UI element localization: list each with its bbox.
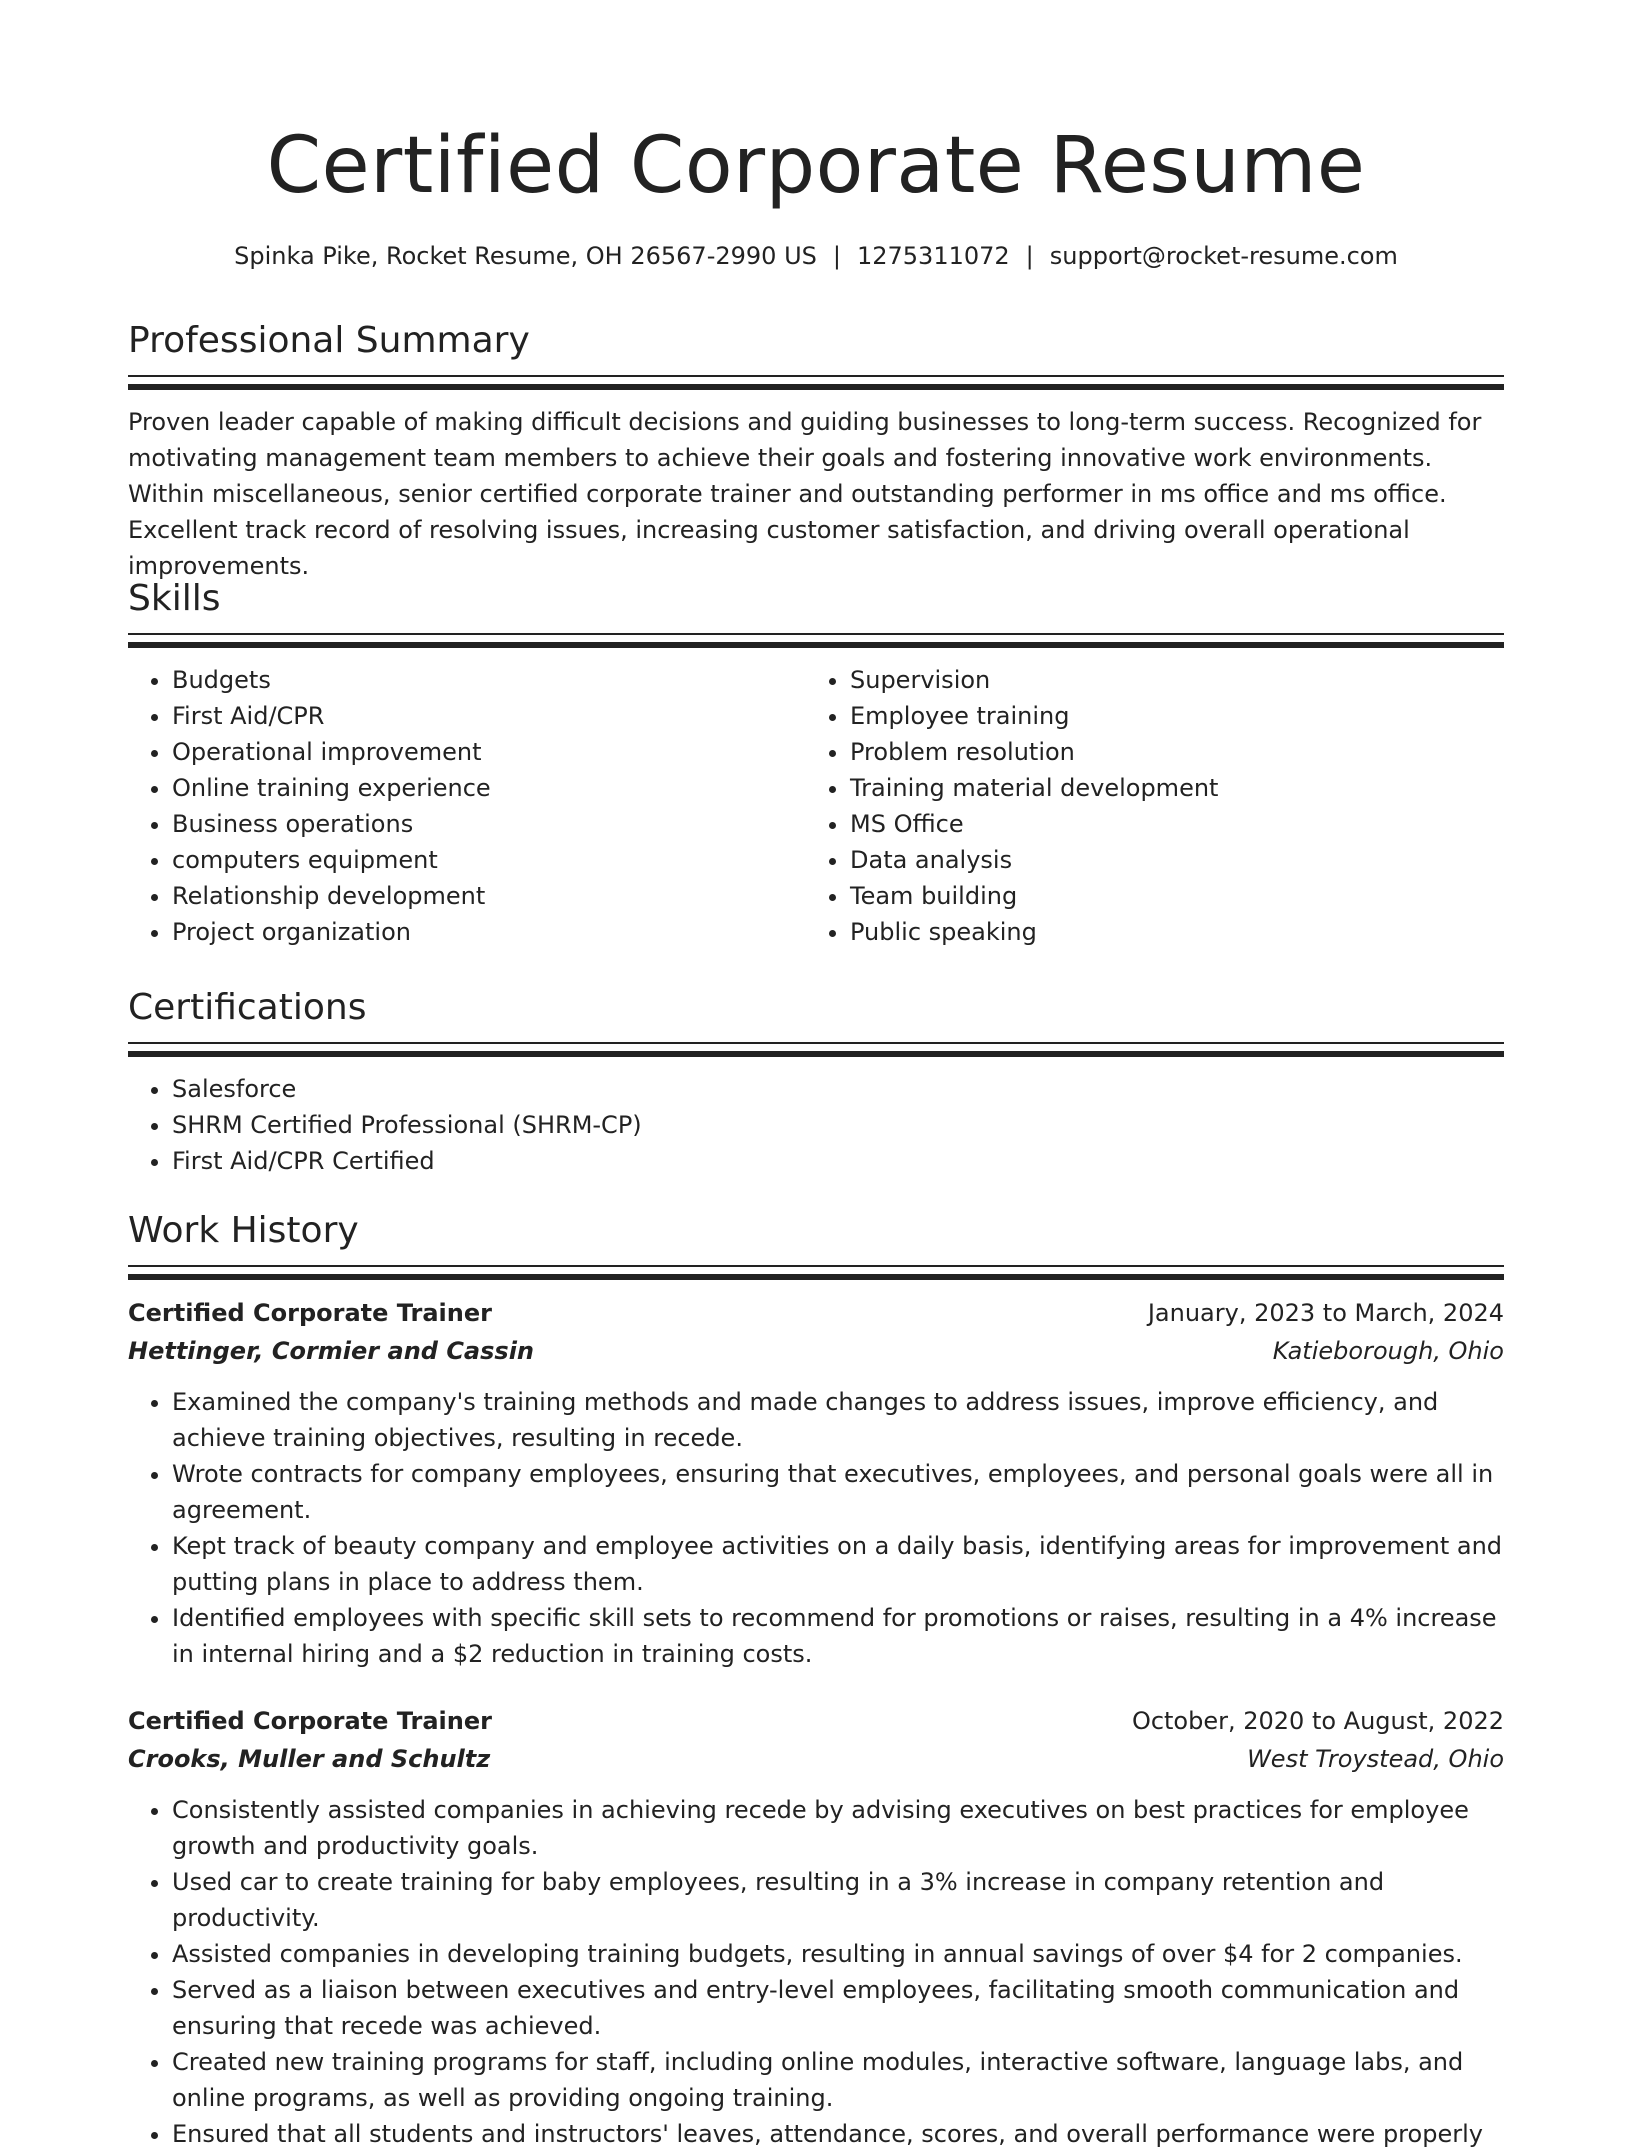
skills-columns [128,648,1504,950]
skill-item: • Data analysis [850,842,1484,878]
section-heading-work-history: Work History [128,1210,359,1251]
job-duty-item: • Served as a liaison between executives and entry-level employees, facilitating smooth communication and ensuring that recede was achieved. [172,1972,1504,2044]
job-dates: January, 2023 to March, 2024 [1147,1299,1504,1327]
job-title: Certified Corporate Trainer [128,1299,492,1327]
job-duty-item: • Used car to create training for baby employees, resulting in a 3% increase in company retention and productivity. [172,1864,1504,1936]
job-duty-item: • Ensured that all students and instructors' leaves, attendance, scores, and overall performance were properly [172,2116,1504,2152]
skill-item: • Problem resolution [850,734,1484,770]
job-duties-list [128,1792,1504,2152]
section-heading-summary: Professional Summary [128,320,530,361]
page-title: Certified Corporate Resume [266,121,1366,211]
section-divider [128,1042,1504,1057]
work-history-section [128,1207,1504,2152]
section-divider [128,375,1504,390]
contact-separator: | [832,242,841,270]
job-company: Hettinger, Cormier and Cassin [128,1337,535,1365]
skills-section [128,575,1504,950]
job-duty-item: • Created new training programs for staff, including online modules, interactive software, language labs, and online programs, as well as providing ongoing training. [172,2044,1504,2116]
job-duty-item: • Consistently assisted companies in achieving recede by advising executives on best practices for employee growth and productivity goals. [172,1792,1504,1864]
skills-list-right [806,662,1484,950]
job-header-row [128,1294,1504,1332]
certifications-list [128,1071,1504,1179]
skill-item: • Training material development [850,770,1484,806]
job-company: Crooks, Muller and Schultz [128,1745,491,1773]
certification-item: • SHRM Certified Professional (SHRM-CP) [172,1107,1504,1143]
contact-line [128,239,1504,273]
skill-item: • Team building [850,878,1484,914]
job-entry [128,1702,1504,2152]
skill-item: • Operational improvement [172,734,806,770]
skill-item: • First Aid/CPR [172,698,806,734]
certification-item: • First Aid/CPR Certified [172,1143,1504,1179]
summary-text: Proven leader capable of making difficult decisions and guiding businesses to long-term success. Recognized for motivating management team members to achieve their goals and fostering innovative work environments. Within miscellaneous, senior certified corporate trainer and outstanding performer in ms office and ms office. Excellent track record of resolving issues, increasing customer satisfaction, and driving overall operational improvements. [128,408,1482,580]
section-divider [128,633,1504,648]
skill-item: • computers equipment [172,842,806,878]
job-location: West Troystead, Ohio [1247,1745,1504,1773]
skill-item: • Business operations [172,806,806,842]
certification-item: • Salesforce [172,1071,1504,1107]
skill-item: • Relationship development [172,878,806,914]
job-duty-item: • Assisted companies in developing training budgets, resulting in annual savings of over $4 for 2 companies. [172,1936,1504,1972]
skill-item: • Employee training [850,698,1484,734]
job-subheader-row [128,1332,1504,1370]
job-location: Katieborough, Ohio [1272,1337,1504,1365]
skill-item: • Budgets [172,662,806,698]
job-dates: October, 2020 to August, 2022 [1131,1707,1504,1735]
job-header-row [128,1702,1504,1740]
contact-email: support@rocket-resume.com [1049,242,1398,270]
job-duty-item: • Examined the company's training methods and made changes to address issues, improve efficiency, and achieve training objectives, resulting in recede. [172,1384,1504,1456]
skill-item: • MS Office [850,806,1484,842]
contact-phone: 1275311072 [856,242,1010,270]
job-duty-item: • Kept track of beauty company and employee activities on a daily basis, identifying areas for improvement and putting plans in place to address them. [172,1528,1504,1600]
contact-separator: | [1025,242,1034,270]
job-subheader-row [128,1740,1504,1778]
skill-item: • Project organization [172,914,806,950]
contact-address: Spinka Pike, Rocket Resume, OH 26567-2990 US [234,242,817,270]
section-heading-skills: Skills [128,578,221,619]
skill-item: • Supervision [850,662,1484,698]
certifications-section [128,984,1504,1179]
skill-item: • Online training experience [172,770,806,806]
section-divider [128,1265,1504,1280]
section-heading-certifications: Certifications [128,987,367,1028]
summary-section [128,317,1504,584]
job-duty-item: • Wrote contracts for company employees, ensuring that executives, employees, and personal goals were all in agreement. [172,1456,1504,1528]
job-duties-list [128,1384,1504,1672]
job-title: Certified Corporate Trainer [128,1707,492,1735]
skills-list-left [128,662,806,950]
skill-item: • Public speaking [850,914,1484,950]
job-entry [128,1294,1504,1672]
job-duty-item: • Identified employees with specific skill sets to recommend for promotions or raises, resulting in a 4% increase in internal hiring and a $2 reduction in training costs. [172,1600,1504,1672]
